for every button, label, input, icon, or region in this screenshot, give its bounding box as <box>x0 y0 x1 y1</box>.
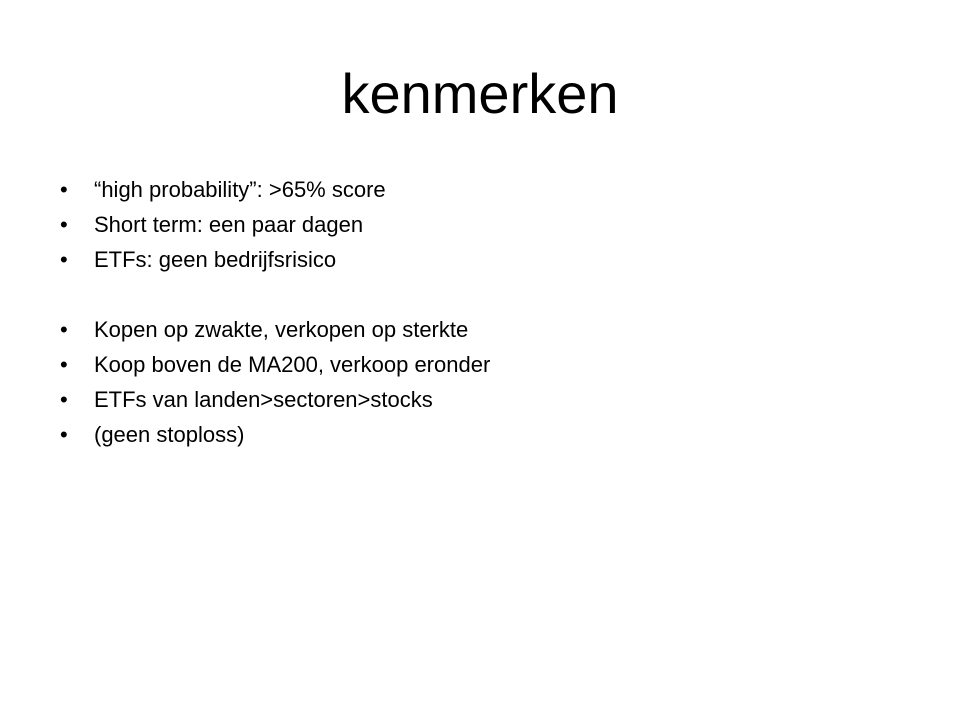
bullet-text: Koop boven de MA200, verkoop eronder <box>94 352 491 377</box>
bullet-item <box>60 417 920 452</box>
bullet-item <box>60 312 920 347</box>
bullet-list <box>60 172 920 452</box>
bullet-icon: • <box>60 212 68 237</box>
bullet-icon: • <box>60 387 68 412</box>
bullet-text: Short term: een paar dagen <box>94 212 364 237</box>
bullet-text: ETFs van landen>sectoren>stocks <box>94 387 433 412</box>
bullet-text: “high probability”: >65% score <box>94 177 386 202</box>
bullet-item <box>60 347 920 382</box>
bullet-spacer <box>60 277 920 312</box>
bullet-text: ETFs: geen bedrijfsrisico <box>94 247 337 272</box>
bullet-text: (geen stoploss) <box>94 422 245 447</box>
bullet-item <box>60 242 920 277</box>
bullet-icon: • <box>60 247 68 272</box>
bullet-item <box>60 382 920 417</box>
slide-title: kenmerken <box>341 62 619 125</box>
bullet-icon: • <box>60 177 68 202</box>
bullet-icon: • <box>60 317 68 342</box>
bullet-text: Kopen op zwakte, verkopen op sterkte <box>94 317 469 342</box>
bullet-icon: • <box>60 422 68 447</box>
bullet-icon: • <box>60 352 68 377</box>
bullet-item <box>60 172 920 207</box>
bullet-item <box>60 207 920 242</box>
